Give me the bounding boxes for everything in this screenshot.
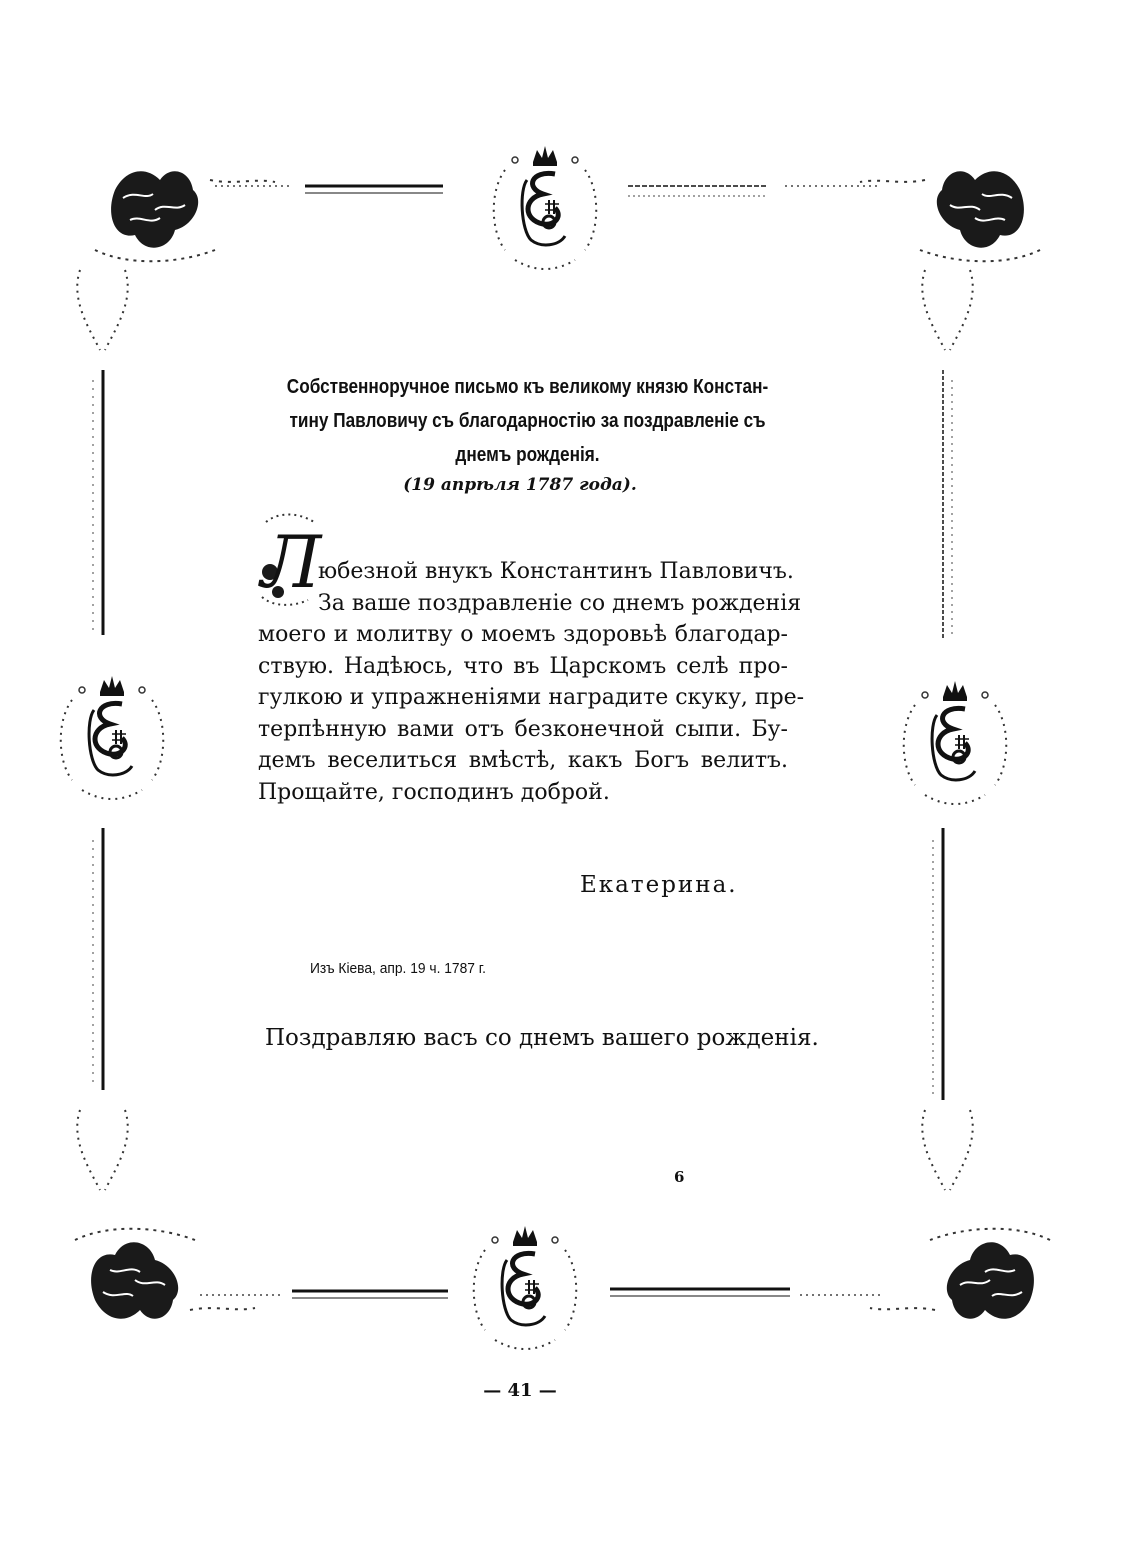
crowned-monogram-icon — [474, 1226, 577, 1349]
postscript: Поздравляю васъ со днемъ вашего рожденія. — [265, 1025, 819, 1051]
body-line: Прощайте, господинъ доброй. — [258, 779, 610, 805]
floral-eagle-corner-icon — [860, 171, 1040, 261]
body-line: демъ веселиться вмѣстѣ, какъ Богъ велитъ. — [258, 748, 788, 773]
heading-line: Собственноручное письмо къ великому князю Констан- — [286, 376, 769, 398]
sheet-mark: 6 — [674, 1168, 685, 1186]
heading-line: тину Павловичу съ благодарностію за поздравленіе съ — [289, 410, 766, 432]
letter-body — [258, 556, 805, 808]
body-line: За ваше поздравленіе со днемъ рожденія — [318, 590, 802, 616]
body-line: гулкою и упражненіями наградите скуку, пре- — [258, 685, 805, 710]
body-line: моего и молитву о моемъ здоровьѣ благодар- — [258, 622, 788, 647]
letter-heading — [272, 370, 784, 472]
signature: Екатерина. — [580, 872, 738, 898]
floral-eagle-corner-icon — [870, 1229, 1050, 1319]
top-border-right — [628, 186, 880, 196]
page-number: — 41 — — [483, 1380, 557, 1401]
place-date: Изъ Кіева, апр. 19 ч. 1787 г. — [310, 960, 486, 977]
crowned-monogram-icon — [904, 681, 1007, 804]
drop-cap-letter: Л — [260, 520, 322, 604]
floral-eagle-corner-icon — [95, 171, 275, 261]
top-border-left — [215, 186, 443, 193]
crowned-monogram-icon — [494, 146, 597, 269]
body-line: юбезной внукъ Константинъ Павловичъ. — [318, 559, 794, 584]
body-line: терпѣнную вами отъ безконечной сыпи. Бу- — [258, 716, 788, 742]
heading-line: днемъ рожденія. — [455, 444, 600, 466]
floral-eagle-corner-icon — [75, 1229, 255, 1319]
crowned-monogram-icon — [61, 676, 164, 799]
letter-date: (19 апрѣля 1787 года). — [403, 475, 637, 495]
body-line: ствую. Надѣюсь, что въ Царскомъ селѣ про- — [258, 653, 788, 679]
